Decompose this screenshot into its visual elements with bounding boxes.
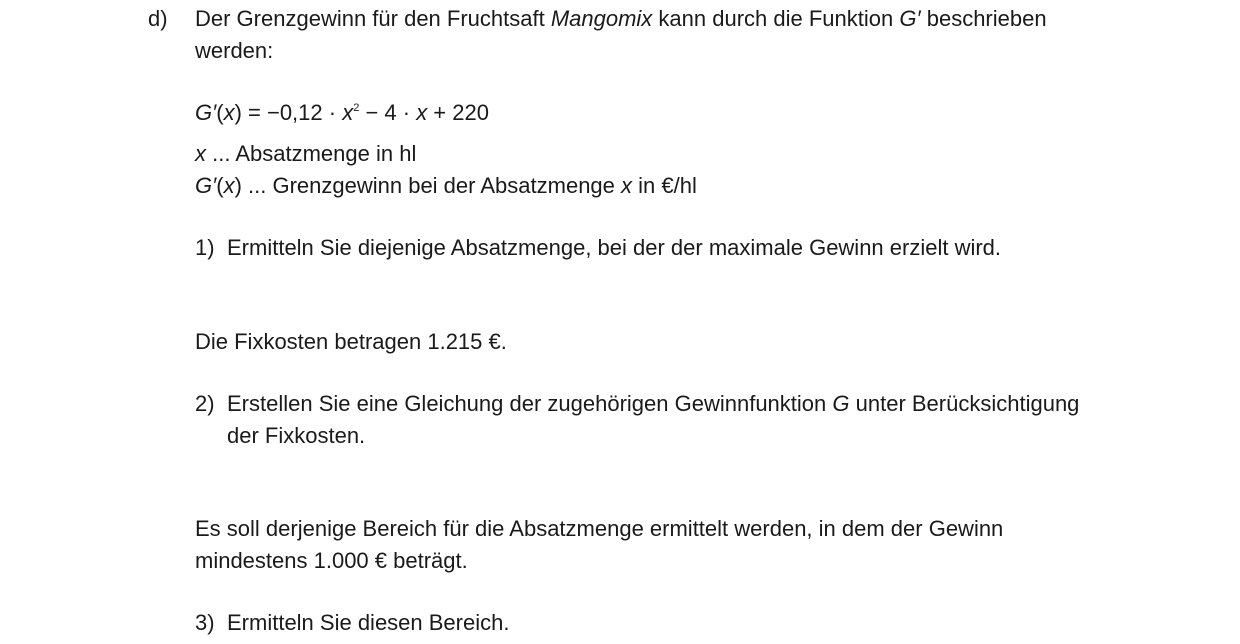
- fixkosten-statement: Die Fixkosten betragen 1.215 €.: [195, 329, 507, 354]
- definition-g-var: x: [223, 173, 235, 198]
- formula-mid: − 4 ·: [359, 100, 417, 125]
- task-2-var: G: [832, 391, 850, 416]
- definition-g-text: ) ... Grenzgewinn bei der Absatzmenge: [234, 173, 622, 198]
- formula-term-var: x: [342, 100, 354, 125]
- task-1-text: Ermitteln Sie diejenige Absatzmenge, bei der der maximale Gewinn erzielt wird.: [227, 235, 1002, 260]
- intro-text-pre: Der Grenzgewinn für den Fruchtsaft: [195, 6, 551, 31]
- product-name: Mangomix: [550, 6, 653, 31]
- task-2-text-post: unter Berücksichtigung: [849, 391, 1080, 416]
- intro-line-1: [195, 3, 1047, 35]
- definition-g: [195, 170, 697, 202]
- definition-g-open: (: [216, 173, 224, 198]
- task-1-number: 1): [195, 235, 215, 260]
- formula-lhs-close: ) = −0,12 ·: [234, 100, 343, 125]
- task-3-number: 3): [195, 610, 215, 635]
- bereich-line-1: Es soll derjenige Bereich für die Absatzmenge ermittelt werden, in dem der Gewinn: [195, 516, 1004, 541]
- function-symbol: G′: [899, 6, 921, 31]
- task-2-line-2: der Fixkosten.: [227, 423, 366, 448]
- formula-tail: + 220: [427, 100, 489, 125]
- task-2-line-1: [227, 388, 1079, 420]
- formula-lhs-open: (: [216, 100, 224, 125]
- intro-text-mid: kann durch die Funktion: [652, 6, 900, 31]
- definition-x: [195, 138, 416, 170]
- definition-g-var2: x: [621, 173, 633, 198]
- formula: [195, 97, 489, 129]
- definition-g-fn: G′: [195, 173, 217, 198]
- task-2-text-pre: Erstellen Sie eine Gleichung der zugehörigen Gewinnfunktion: [227, 391, 833, 416]
- definition-x-var: x: [195, 141, 206, 166]
- definition-g-unit: in €/hl: [632, 173, 697, 198]
- formula-lhs-var: x: [223, 100, 235, 125]
- definition-x-text: ... Absatzmenge in hl: [206, 141, 417, 166]
- task-3-text: Ermitteln Sie diesen Bereich.: [227, 610, 510, 635]
- formula-lhs-function: G′: [195, 100, 217, 125]
- part-label: d): [148, 6, 168, 31]
- formula-var-2: x: [416, 100, 428, 125]
- intro-line-2: werden:: [195, 38, 274, 63]
- formula-exponent: 2: [353, 102, 360, 114]
- task-2-number: 2): [195, 391, 215, 416]
- bereich-line-2: mindestens 1.000 € beträgt.: [195, 548, 468, 573]
- intro-text-post: beschrieben: [920, 6, 1047, 31]
